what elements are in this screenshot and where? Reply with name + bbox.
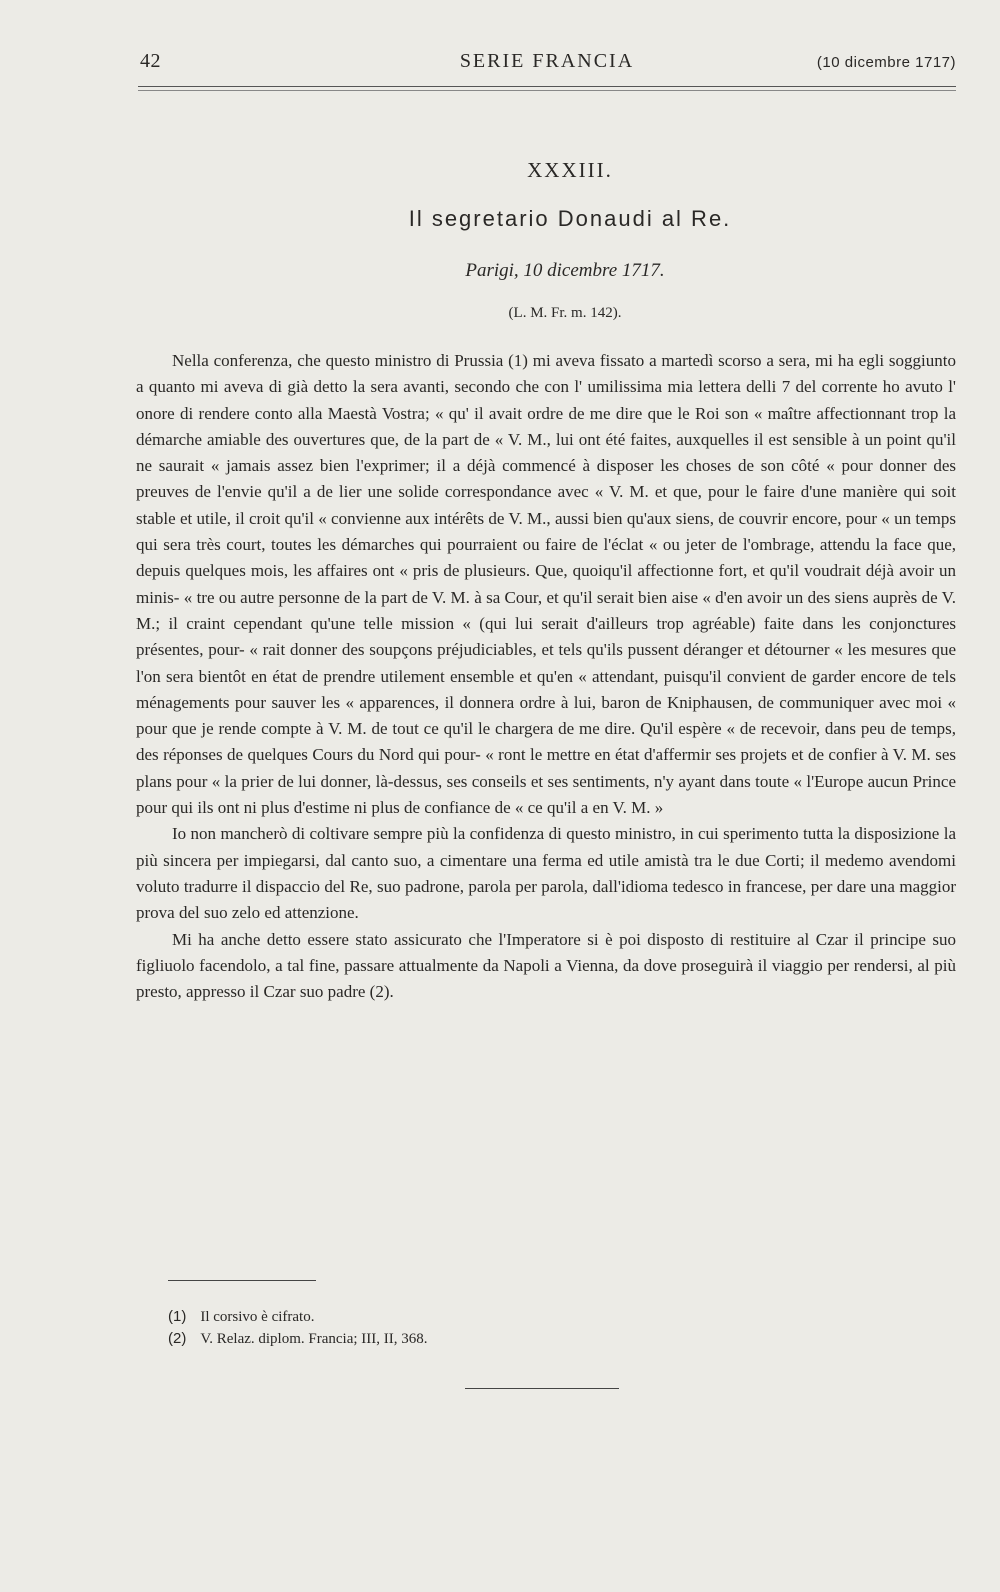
page-number: 42	[140, 50, 161, 72]
header-date: (10 dicembre 1717)	[816, 54, 956, 71]
end-rule	[465, 1388, 619, 1389]
place-date: Parigi, 10 dicembre 1717.	[465, 260, 665, 281]
footnote-text: V. Relaz. diplom. Francia; III, II, 368.	[200, 1331, 428, 1347]
paragraph: Nella conferenza, che questo ministro di Prussia (1) mi aveva fissato a martedì scorso a sera, mi ha egli soggiunto a quanto mi aveva di già detto la sera avanti, secondo che con l' umilissima mia lettera delli 7 del corrente ho avuto l' onore di rendere conto alla Maestà Vostra; « qu' il avait ordre de me dire que le Roi son « maître affectionnant trop la démarche amiable des ouvertures que, de la part de « V. M., lui ont été faites, auxquelles il est sensible à un point qu'il ne saurait « jamais assez bien l'exprimer; il a déjà commencé à disposer les choses de son côté « pour donner des preuves de l'envie qu'il a de lier une solide correspondance avec « V. M. et que, pour le faire d'une manière qui soit stable et utile, il croit qu'il « convienne aux intérêts de V. M., aussi bien qu'aux siens, de couvrir encore, pour « un temps qui sera très court, toutes les démarches qui pourraient ou faire de l'éclat « ou jeter de l'ombrage, attendu la face que, depuis quelques mois, les affaires ont « pris de plusieurs. Que, quoiqu'il affectionne fort, et qu'il voudrait déjà avoir un minis- « tre ou autre personne de la part de V. M. à sa Cour, et qu'il serait bien aise « d'en avoir un des siens auprès de V. M.; il craint cependant qu'une telle mission « (qui lui serait d'ailleurs trop agréable) faite dans les conjonctures présentes, pour- « rait donner des soupçons préjudiciables, et tels qu'ils pussent déranger et détourner « les mesures que l'on sera bientôt en état de prendre utilement ensemble et qu'en « attendant, puisqu'il convient de garder encore de tels ménagements pour sauver les « apparences, il donnera ordre à lui, baron de Kniphausen, de communiquer avec moi « pour que je rende compte à V. M. de tout ce qu'il le chargera de me dire. Qu'il espère « de recevoir, dans peu de temps, des réponses de quelques Cours du Nord qui pour- « ront le mettre en état d'affermir ses projets et de confier à V. M. ses plans pour « la prier de lui donner, là-dessus, ses conseils et ses sentiments, n'y ayant dans toute « l'Europe aucun Prince pour qui ils ont ni plus d'estime ni plus de confiance de « ce qu'il a en V. M. »	[136, 351, 956, 818]
document-number: XXXIII.	[527, 158, 613, 182]
running-header	[138, 50, 956, 80]
footnote-text: Il corsivo è cifrato.	[200, 1309, 315, 1325]
header-rule	[138, 86, 956, 87]
paragraph: Mi ha anche detto essere stato assicurato che l'Imperatore si è poi disposto di restituire al Czar il principe suo figliuolo facendolo, a tal fine, passare attualmente da Napoli a Vienna, da dove proseguirà il viaggio per rendersi, al più presto, appresso il Czar suo padre (2).	[136, 929, 956, 1002]
footnote	[168, 1306, 768, 1328]
header-rule-secondary	[138, 90, 956, 91]
running-title: SERIE FRANCIA	[459, 50, 635, 72]
archival-source: (L. M. Fr. m. 142).	[508, 305, 622, 321]
footnote-mark: (2)	[168, 1330, 187, 1347]
footnote	[168, 1328, 768, 1350]
footnotes	[168, 1306, 768, 1350]
letter-body	[136, 348, 956, 1005]
paragraph: Io non mancherò di coltivare sempre più la confidenza di questo ministro, in cui sperimento tutta la disposizione la più sincera per impiegarsi, dal canto suo, a cimentare una ferma ed utile amistà tra le due Corti; il medemo avendomi voluto tradurre il dispaccio del Re, suo padrone, parola per parola, dall'idioma tedesco in francese, per dare una maggior prova del suo zelo ed attenzione.	[136, 824, 956, 923]
document-title: Il segretario Donaudi al Re.	[408, 206, 732, 231]
footnote-rule	[168, 1280, 316, 1281]
footnote-mark: (1)	[168, 1308, 187, 1325]
